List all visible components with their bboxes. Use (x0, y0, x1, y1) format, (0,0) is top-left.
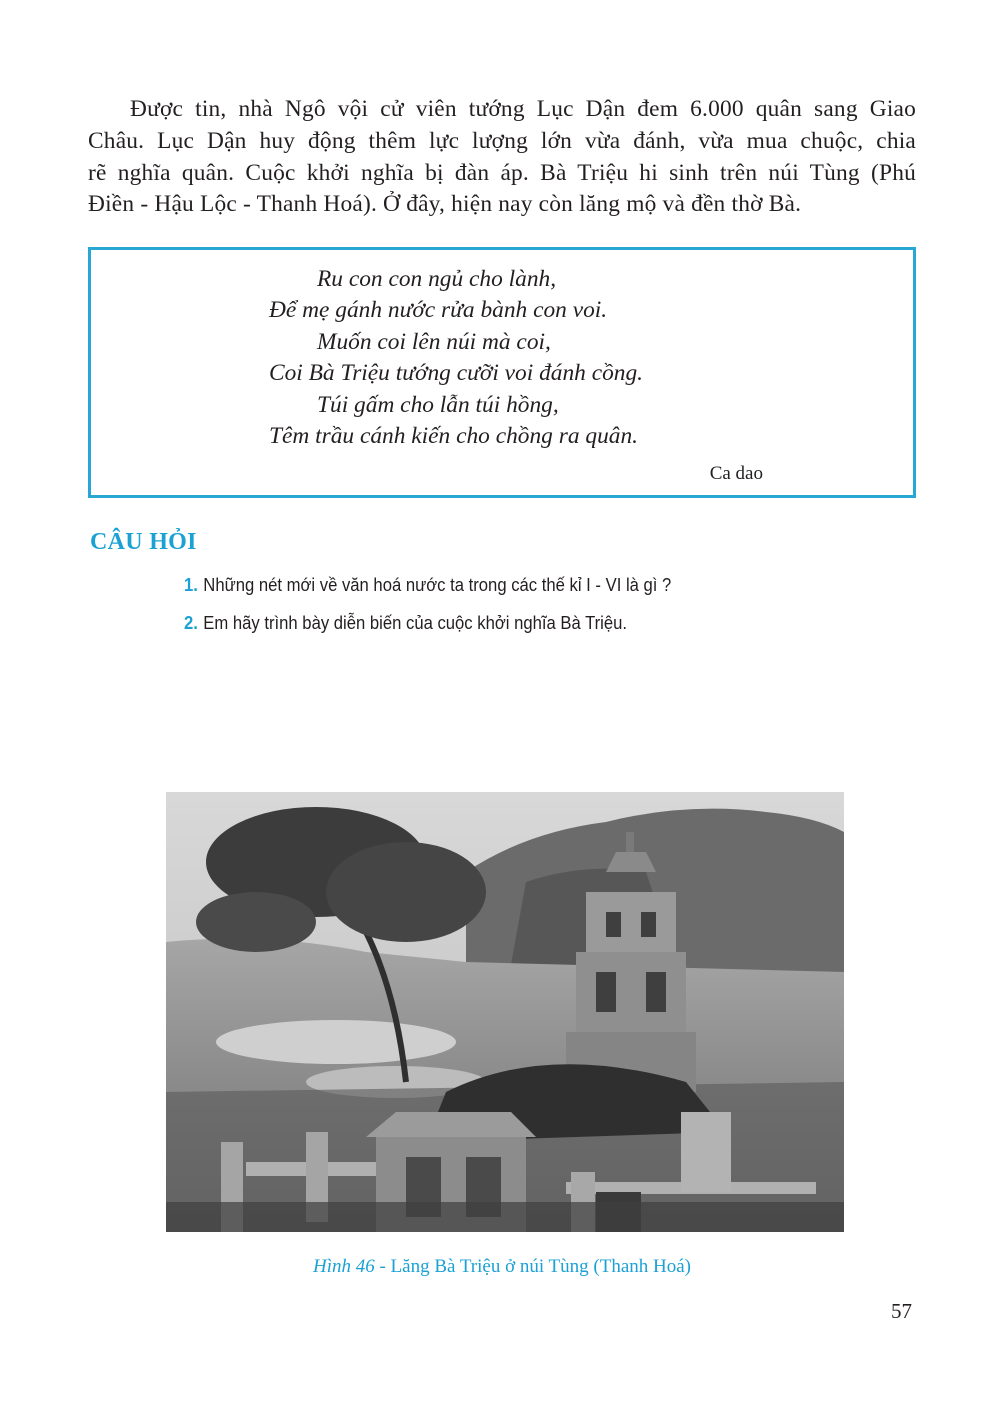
poem-line: Ru con con ngủ cho lành, (317, 266, 557, 292)
questions-title: CÂU HỎI (90, 529, 197, 555)
paragraph-line: Châu. Lục Dận huy động thêm lực lượng lớn vừa đánh, vừa mua chuộc, chia (88, 127, 916, 154)
poem-box (88, 247, 916, 498)
poem-verses (269, 264, 643, 452)
question-item (184, 571, 671, 609)
question-text: Những nét mới về văn hoá nước ta trong các thế kỉ I - VI là gì ? (203, 574, 672, 595)
poem-source: Ca dao (709, 463, 763, 484)
paragraph-line: Điền - Hậu Lộc - Thanh Hoá). Ở đây, hiện nay còn lăng mộ và đền thờ Bà. (88, 191, 802, 218)
question-number: 2. (184, 612, 198, 633)
poem-line: Têm trầu cánh kiến cho chồng ra quân. (269, 423, 638, 450)
body-paragraph (88, 94, 916, 221)
question-item (184, 609, 671, 647)
figure-label: Hình 46 (312, 1256, 375, 1277)
poem-line: Muốn coi lên núi mà coi, (317, 328, 551, 355)
poem-line: Coi Bà Triệu tướng cưỡi voi đánh cồng. (269, 360, 644, 387)
poem-line: Túi gấm cho lẫn túi hồng, (317, 391, 559, 418)
figure-caption (0, 1256, 1004, 1278)
tomb-photo-illustration (166, 792, 844, 1232)
question-text: Em hãy trình bày diễn biến của cuộc khởi nghĩa Bà Triệu. (203, 612, 628, 633)
page-number: 57 (891, 1299, 912, 1323)
paragraph-line: Được tin, nhà Ngô vội cử viên tướng Lục Dận đem 6.000 quân sang Giao (130, 96, 916, 122)
tomb-photo (166, 792, 844, 1232)
question-number: 1. (184, 574, 198, 595)
figure-caption-text: - Lăng Bà Triệu ở núi Tùng (Thanh Hoá) (374, 1256, 692, 1277)
poem-line: Để mẹ gánh nước rửa bành con voi. (269, 297, 608, 324)
questions-list (184, 571, 725, 647)
paragraph-line: rẽ nghĩa quân. Cuộc khởi nghĩa bị đàn áp. Bà Triệu hi sinh trên núi Tùng (Phú (88, 159, 916, 186)
